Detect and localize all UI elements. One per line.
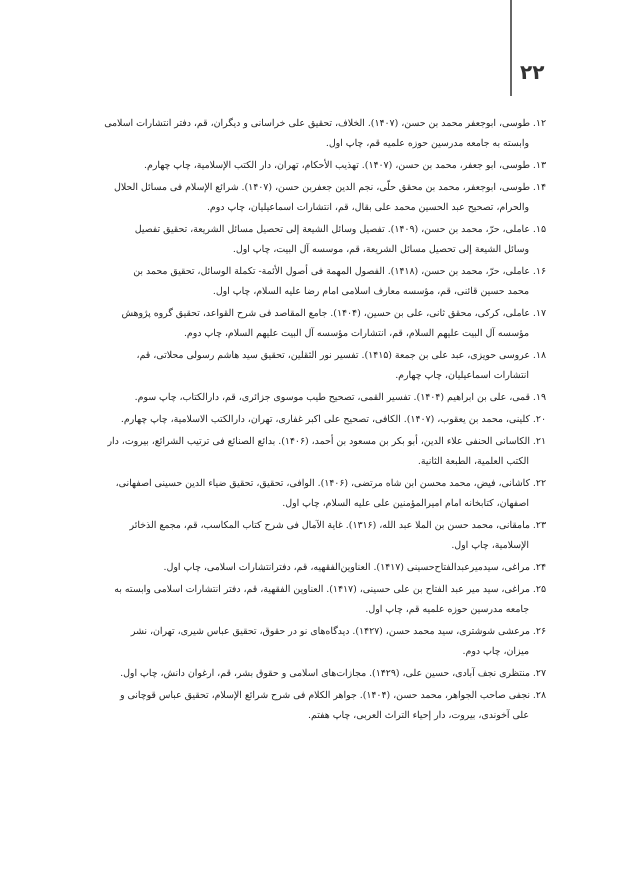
reference-text: ۲۳. مامقانی، محمد حسن بن الملا عبد الله، (۱۳۱۶). غایة الآمال فی شرح کتاب المکاسب، قم، مجمع الذخائر bbox=[129, 520, 546, 531]
reference-number: ۱۸ bbox=[535, 350, 546, 361]
reference-entry bbox=[76, 622, 546, 662]
reference-text: ۲۰. کلینی، محمد بن یعقوب، (۱۴۰۷). الکافی، تصحیح علی اکبر غفاری، تهران، دارالکتب الاسلامیة، چاپ چهارم. bbox=[120, 414, 546, 425]
reference-entry bbox=[76, 686, 546, 726]
reference-continuation: وابسته به جامعه مدرسین حوزه علمیه قم، چاپ اول. bbox=[325, 138, 529, 149]
reference-first-line: نجفی صاحب الجواهر، محمد حسن، (۱۴۰۴). جواهر الکلام فی شرح شرائع الإسلام، تحقیق عباس قوچانی و bbox=[119, 690, 530, 701]
reference-entry bbox=[76, 346, 546, 386]
reference-continuation: انتشارات اسماعیلیان، چاپ چهارم. bbox=[395, 370, 529, 381]
reference-text: ۱۲. طوسی، ابوجعفر محمد بن حسن، (۱۴۰۷). الخلاف، تحقیق علی خراسانی و دیگران، قم، دفتر انتشارات اسلامی bbox=[104, 118, 546, 129]
reference-continuation: مؤسسه آل البیت علیهم السلام، قم، انتشارات مؤسسه آل البیت علیهم السلام، چاپ دوم. bbox=[183, 328, 529, 339]
reference-first-line: کاشانی، فیض، محمد محسن ابن شاه مرتضی، (۱۴۰۶). الوافی، تحقیق، تحقیق ضیاء الدین حسینی اصفهانی، bbox=[115, 478, 530, 489]
reference-continuation: جامعه مدرسین حوزه علمیه قم، چاپ اول. bbox=[365, 604, 529, 615]
reference-first-line: الکاسانی الحنفی علاء الدین، أبو بکر بن مسعود بن أحمد، (۱۴۰۶). بدائع الصنائع فی ترتیب الشرائع، بیروت، دار bbox=[107, 436, 530, 447]
reference-text: ۲۴. مراغی، سیدمیرعبدالفتاح‌حسینی (۱۴۱۷). العناوین‌الفقهیه، قم، دفترانتشارات اسلامی، چاپ اول. bbox=[163, 562, 546, 573]
reference-entry bbox=[76, 156, 546, 176]
reference-text: ۲۶. مرعشی شوشتری، سید محمد حسن، (۱۴۲۷). دیدگاه‌های نو در حقوق، تحقیق عباس شیری، تهران، نشر bbox=[130, 626, 546, 637]
page-number: ۲۲ bbox=[520, 60, 545, 84]
reference-first-line: مرعشی شوشتری، سید محمد حسن، (۱۴۲۷). دیدگاه‌های نو در حقوق، تحقیق عباس شیری، تهران، نشر bbox=[130, 626, 530, 637]
reference-entry bbox=[76, 474, 546, 514]
reference-number: ۲۸ bbox=[535, 690, 546, 701]
page-header bbox=[0, 0, 624, 100]
reference-number: ۲۷ bbox=[535, 668, 546, 679]
reference-continuation: الإسلامیة، چاپ اول. bbox=[451, 540, 529, 551]
reference-number: ۲۳ bbox=[535, 520, 546, 531]
reference-number: ۱۹ bbox=[535, 392, 546, 403]
reference-first-line: منتظری نجف آبادی، حسین علی، (۱۴۲۹). مجازات‌های اسلامی و حقوق بشر، قم، ارغوان دانش، چاپ اول. bbox=[120, 668, 530, 679]
reference-entry bbox=[76, 262, 546, 302]
reference-text: ۲۷. منتظری نجف آبادی، حسین علی، (۱۴۲۹). مجازات‌های اسلامی و حقوق بشر، قم، ارغوان دانش، چاپ اول. bbox=[120, 668, 546, 679]
reference-number: ۲۰ bbox=[535, 414, 546, 425]
reference-list bbox=[76, 114, 546, 728]
reference-continuation: اصفهان، کتابخانه امام امیرالمؤمنین علی علیه السلام، چاپ اول. bbox=[282, 498, 529, 509]
reference-continuation: میزان، چاپ دوم. bbox=[462, 646, 529, 657]
reference-first-line: طوسی، ابوجعفر محمد بن حسن، (۱۴۰۷). الخلاف، تحقیق علی خراسانی و دیگران، قم، دفتر انتشارات اسلامی bbox=[104, 118, 530, 129]
reference-number: ۲۵ bbox=[535, 584, 546, 595]
reference-number: ۲۲ bbox=[535, 478, 546, 489]
reference-number: ۱۵ bbox=[535, 224, 546, 235]
reference-text: ۱۵. عاملی، حرّ، محمد بن حسن، (۱۴۰۹). تفصیل وسائل الشیعة إلی تحصیل مسائل الشریعة، تحقیق تفصیل bbox=[134, 224, 546, 235]
reference-entry bbox=[76, 114, 546, 154]
header-rule bbox=[510, 0, 512, 96]
reference-first-line: مامقانی، محمد حسن بن الملا عبد الله، (۱۳۱۶). غایة الآمال فی شرح کتاب المکاسب، قم، مجمع الذخائر bbox=[129, 520, 530, 531]
reference-entry bbox=[76, 388, 546, 408]
reference-text: ۱۴. طوسی، ابوجعفر، محمد بن محقق حلّی، نجم الدین جعفربن حسن، (۱۴۰۷). شرائع الإسلام فی مسائل الحلال bbox=[114, 182, 546, 193]
reference-number: ۱۲ bbox=[535, 118, 546, 129]
reference-text: ۲۱. الکاسانی الحنفی علاء الدین، أبو بکر بن مسعود بن أحمد، (۱۴۰۶). بدائع الصنائع فی ترتیب الشرائع، بیروت، دار bbox=[107, 436, 546, 447]
reference-first-line: طوسی، ابوجعفر، محمد بن محقق حلّی، نجم الدین جعفربن حسن، (۱۴۰۷). شرائع الإسلام فی مسائل الحلال bbox=[114, 182, 530, 193]
reference-first-line: عروسی حویزی، عبد علی بن جمعة (۱۴۱۵). تفسیر نور الثقلین، تحقیق سید هاشم رسولی محلاتی، قم، bbox=[136, 350, 530, 361]
reference-number: ۲۶ bbox=[535, 626, 546, 637]
reference-entry bbox=[76, 580, 546, 620]
reference-continuation: الکتب العلمیة، الطبعة الثانیة. bbox=[417, 456, 529, 467]
reference-first-line: مراغی، سید میر عبد الفتاح بن علی حسینی، (۱۴۱۷). العناوین الفقهیة، قم، دفتر انتشارات اسلامی وابسته به bbox=[114, 584, 530, 595]
reference-entry bbox=[76, 410, 546, 430]
reference-first-line: مراغی، سیدمیرعبدالفتاح‌حسینی (۱۴۱۷). العناوین‌الفقهیه، قم، دفترانتشارات اسلامی، چاپ اول. bbox=[163, 562, 530, 573]
reference-first-line: عاملی، حرّ، محمد بن حسن، (۱۴۰۹). تفصیل وسائل الشیعة إلی تحصیل مسائل الشریعة، تحقیق تفصیل bbox=[134, 224, 530, 235]
reference-continuation: والحرام، تصحیح عبد الحسین محمد علی بقال، قم، انتشارات اسماعیلیان، چاپ دوم. bbox=[206, 202, 529, 213]
reference-first-line: قمی، علی بن ابراهیم (۱۴۰۴). تفسیر القمی، تصحیح طیب موسوی جزائری، قم، دارالکتاب، چاپ سوم. bbox=[134, 392, 530, 403]
reference-number: ۲۱ bbox=[535, 436, 546, 447]
reference-text: ۱۷. عاملی، کرکی، محقق ثانی، علی بن حسین، (۱۴۰۴). جامع المقاصد فی شرح القواعد، تحقیق گروه پژوهش bbox=[121, 308, 546, 319]
reference-entry bbox=[76, 178, 546, 218]
reference-text: ۲۲. کاشانی، فیض، محمد محسن ابن شاه مرتضی، (۱۴۰۶). الوافی، تحقیق، تحقیق ضیاء الدین حسینی اصفهانی، bbox=[115, 478, 546, 489]
reference-text: ۱۸. عروسی حویزی، عبد علی بن جمعة (۱۴۱۵). تفسیر نور الثقلین، تحقیق سید هاشم رسولی محلاتی، قم، bbox=[136, 350, 546, 361]
reference-entry bbox=[76, 558, 546, 578]
reference-first-line: کلینی، محمد بن یعقوب، (۱۴۰۷). الکافی، تصحیح علی اکبر غفاری، تهران، دارالکتب الاسلامیة، چاپ چهارم. bbox=[120, 414, 530, 425]
reference-first-line: عاملی، حرّ، محمد بن حسن، (۱۴۱۸). الفصول المهمة فی أصول الأئمة- تکملة الوسائل، تحقیق محمد بن bbox=[133, 266, 530, 277]
reference-entry bbox=[76, 664, 546, 684]
reference-entry bbox=[76, 516, 546, 556]
reference-continuation: محمد حسین قائنی، قم، مؤسسه معارف اسلامی امام رضا علیه السلام، چاپ اول. bbox=[212, 286, 529, 297]
reference-entry bbox=[76, 432, 546, 472]
reference-text: ۲۸. نجفی صاحب الجواهر، محمد حسن، (۱۴۰۴). جواهر الکلام فی شرح شرائع الإسلام، تحقیق عباس قوچانی و bbox=[119, 690, 546, 701]
reference-entry bbox=[76, 304, 546, 344]
reference-first-line: طوسی، ابو جعفر، محمد بن حسن، (۱۴۰۷). تهذیب الأحکام، تهران، دار الکتب الإسلامیة، چاپ چهارم. bbox=[144, 160, 530, 171]
reference-text: ۱۶. عاملی، حرّ، محمد بن حسن، (۱۴۱۸). الفصول المهمة فی أصول الأئمة- تکملة الوسائل، تحقیق محمد بن bbox=[133, 266, 546, 277]
reference-number: ۱۷ bbox=[535, 308, 546, 319]
reference-entry bbox=[76, 220, 546, 260]
reference-number: ۲۴ bbox=[535, 562, 546, 573]
reference-continuation: علی آخوندی، بیروت، دار إحیاء التراث العربی، چاپ هفتم. bbox=[308, 710, 529, 721]
reference-number: ۱۶ bbox=[535, 266, 546, 277]
reference-number: ۱۳ bbox=[535, 160, 546, 171]
reference-first-line: عاملی، کرکی، محقق ثانی، علی بن حسین، (۱۴۰۴). جامع المقاصد فی شرح القواعد، تحقیق گروه پژوهش bbox=[121, 308, 530, 319]
reference-text: ۱۳. طوسی، ابو جعفر، محمد بن حسن، (۱۴۰۷). تهذیب الأحکام، تهران، دار الکتب الإسلامیة، چاپ چهارم. bbox=[144, 160, 546, 171]
reference-continuation: وسائل الشیعة إلی تحصیل مسائل الشریعة، قم، موسسه آل البیت، چاپ اول. bbox=[232, 244, 529, 255]
reference-text: ۲۵. مراغی، سید میر عبد الفتاح بن علی حسینی، (۱۴۱۷). العناوین الفقهیة، قم، دفتر انتشارات اسلامی وابسته به bbox=[114, 584, 546, 595]
reference-text: ۱۹. قمی، علی بن ابراهیم (۱۴۰۴). تفسیر القمی، تصحیح طیب موسوی جزائری، قم، دارالکتاب، چاپ سوم. bbox=[134, 392, 546, 403]
reference-number: ۱۴ bbox=[535, 182, 546, 193]
